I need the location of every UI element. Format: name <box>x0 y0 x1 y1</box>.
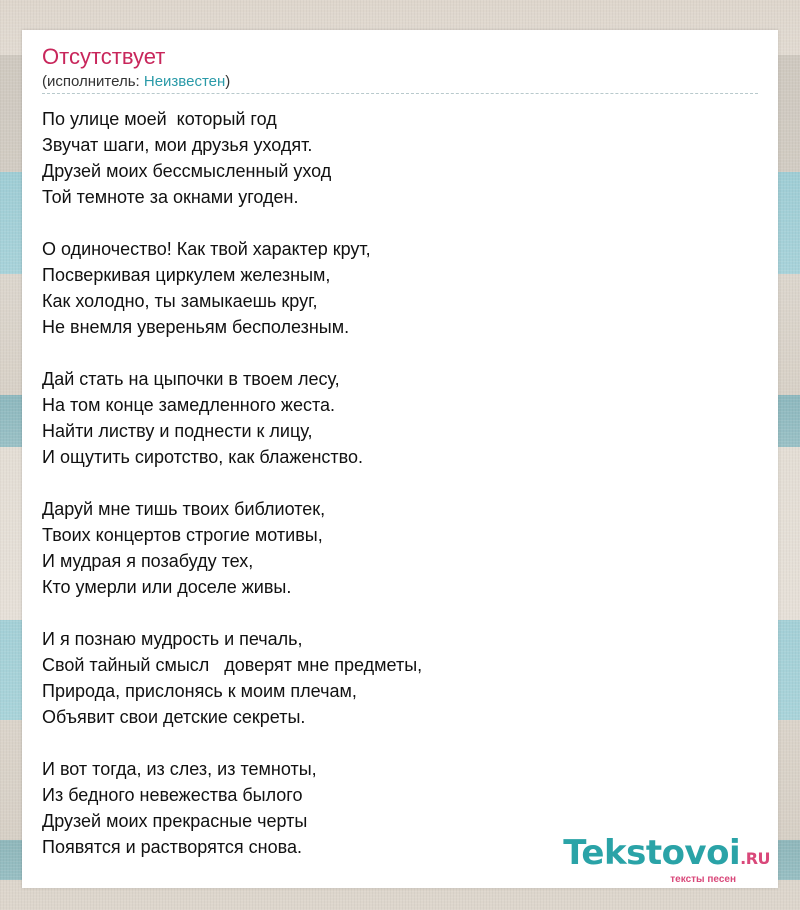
lyric-line: Свой тайный смысл доверят мне предметы, <box>42 655 423 675</box>
lyric-line: И ощутить сиротство, как блаженство. <box>42 447 364 467</box>
lyric-line: Объявит свои детские секреты. <box>42 707 306 727</box>
lyric-line: Кто умерли или доселе живы. <box>42 577 292 597</box>
lyric-line: Твоих концертов строгие мотивы, <box>42 525 323 545</box>
lyric-line: И мудрая я позабуду тех, <box>42 551 254 571</box>
artist-line <box>42 72 230 92</box>
lyric-line: Друзей моих бессмысленный уход <box>42 161 332 181</box>
lyric-line: Дай стать на цыпочки в твоем лесу, <box>42 369 340 389</box>
lyric-line: Природа, прислонясь к моим плечам, <box>42 681 357 701</box>
lyric-line: Друзей моих прекрасные черты <box>42 811 308 831</box>
logo-tld: .RU <box>740 849 770 868</box>
logo-tagline: тексты песен <box>670 874 736 885</box>
lyric-line: Из бедного невежества былого <box>42 785 303 805</box>
dashed-divider <box>42 93 758 94</box>
lyrics-card <box>22 30 778 888</box>
lyric-line: И я познаю мудрость и печаль, <box>42 629 303 649</box>
lyric-line: Появятся и растворятся снова. <box>42 837 302 857</box>
lyric-line: По улице моей который год <box>42 109 277 129</box>
lyrics-text <box>42 106 422 860</box>
artist-link[interactable]: Неизвестен <box>143 73 226 90</box>
logo-name: Tekstovoi <box>563 833 741 873</box>
stanza <box>42 496 422 600</box>
lyric-line: Найти листву и поднести к лицу, <box>42 421 313 441</box>
lyric-line: Даруй мне тишь твоих библиотек, <box>42 499 326 519</box>
stanza <box>42 756 422 860</box>
lyric-line: Звучат шаги, мои друзья уходят. <box>42 135 313 155</box>
lyric-line: О одиночество! Как твой характер крут, <box>42 239 371 259</box>
stanza <box>42 106 422 210</box>
artist-suffix: ) <box>225 73 231 90</box>
artist-prefix: (исполнитель: <box>42 73 144 90</box>
lyric-line: Той темноте за окнами угоден. <box>42 187 299 207</box>
site-logo[interactable] <box>563 835 770 886</box>
stanza <box>42 236 422 340</box>
lyric-line: Посверкивая циркулем железным, <box>42 265 331 285</box>
stanza <box>42 626 422 730</box>
song-title: Отсутствует <box>42 44 166 69</box>
lyric-line: Не внемля увереньям бесполезным. <box>42 317 350 337</box>
lyric-line: На том конце замедленного жеста. <box>42 395 336 415</box>
lyric-line: И вот тогда, из слез, из темноты, <box>42 759 317 779</box>
stanza <box>42 366 422 470</box>
logo-wordmark <box>563 835 770 877</box>
lyric-line: Как холодно, ты замыкаешь круг, <box>42 291 318 311</box>
